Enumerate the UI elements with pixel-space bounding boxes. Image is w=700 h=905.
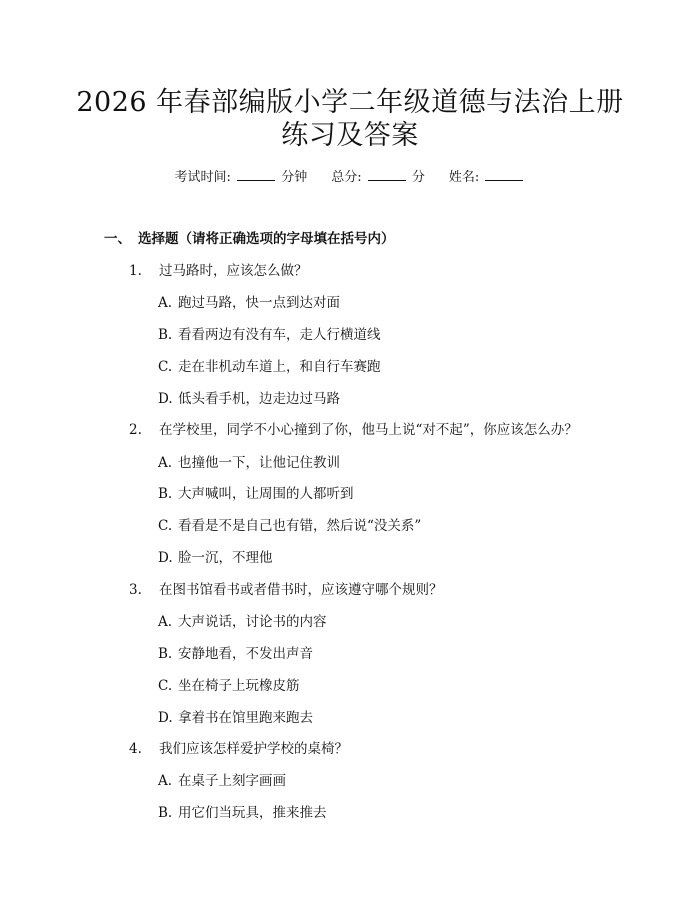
page-title-line2: 练习及答案: [281, 120, 419, 151]
question-text: 过马路时，应该怎么做？: [159, 263, 308, 279]
option-letter: C.: [158, 518, 173, 534]
option-text: 坐在椅子上玩橡皮筋: [178, 678, 300, 694]
question-text: 在学校里，同学不小心撞到了你，他马上说“对不起”，你应该怎么办？: [159, 422, 578, 438]
question-4: [129, 740, 348, 758]
question-3-option-d: [158, 709, 313, 727]
question-number: 4.: [129, 741, 142, 757]
question-3-option-c: [158, 677, 300, 695]
exam-time-label: 考试时间:: [174, 170, 231, 185]
option-text: 在桌子上刻字画画: [178, 773, 286, 789]
question-4-option-b: [158, 804, 327, 822]
name-label: 姓名:: [448, 170, 480, 185]
section-heading: [104, 230, 395, 248]
question-3-option-a: [158, 613, 327, 631]
question-number: 3.: [129, 582, 142, 598]
question-1: [129, 262, 308, 280]
question-text: 在图书馆看书或者借书时，应该遵守哪个规则？: [159, 582, 443, 598]
option-letter: D.: [158, 391, 173, 407]
question-2-option-d: [158, 549, 273, 567]
option-text: 看看是不是自己也有错，然后说“没关系”: [178, 518, 422, 534]
question-1-option-c: [158, 358, 381, 376]
exam-time: [175, 168, 308, 187]
question-text: 我们应该怎样爱护学校的桌椅？: [159, 741, 348, 757]
question-number: 1.: [129, 263, 142, 279]
option-letter: A.: [158, 455, 173, 471]
option-letter: C.: [158, 359, 173, 375]
question-3: [129, 581, 443, 599]
option-letter: D.: [158, 550, 173, 566]
exam-time-blank: [237, 168, 275, 181]
question-2: [129, 421, 578, 439]
option-text: 看看两边有没有车，走人行横道线: [178, 327, 381, 343]
section-title: 选择题（请将正确选项的字母填在括号内）: [138, 231, 395, 247]
option-text: 跑过马路，快一点到达对面: [178, 295, 340, 311]
option-letter: D.: [158, 710, 173, 726]
total-score-label: 总分:: [331, 170, 362, 185]
option-letter: A.: [158, 614, 173, 630]
option-letter: B.: [158, 327, 173, 343]
option-text: 大声喊叫，让周围的人都听到: [178, 486, 354, 502]
option-text: 走在非机动车道上，和自行车赛跑: [178, 359, 381, 375]
option-letter: B.: [158, 646, 173, 662]
question-2-option-b: [158, 485, 354, 503]
section-number: 一、: [104, 231, 131, 247]
option-letter: A.: [158, 295, 173, 311]
name-blank: [485, 168, 523, 181]
option-text: 也撞他一下，让他记住教训: [178, 455, 340, 471]
page-title-line1: 2026 年春部编版小学二年级道德与法治上册: [76, 87, 624, 118]
question-2-option-c: [158, 517, 421, 535]
exam-time-unit: 分钟: [281, 170, 308, 185]
option-letter: A.: [158, 773, 173, 789]
total-score: [331, 168, 425, 187]
total-score-unit: 分: [411, 170, 425, 185]
option-text: 用它们当玩具，推来推去: [178, 805, 327, 821]
option-letter: B.: [158, 805, 173, 821]
question-1-option-d: [158, 390, 340, 408]
question-1-option-b: [158, 326, 381, 344]
option-text: 拿着书在馆里跑来跑去: [178, 710, 313, 726]
question-1-option-a: [158, 294, 340, 312]
student-name: [449, 168, 526, 187]
option-text: 低头看手机，边走边过马路: [178, 391, 340, 407]
question-3-option-b: [158, 645, 313, 663]
question-number: 2.: [129, 422, 142, 438]
option-letter: B.: [158, 486, 173, 502]
option-letter: C.: [158, 678, 173, 694]
option-text: 脸一沉，不理他: [178, 550, 273, 566]
option-text: 大声说话，讨论书的内容: [178, 614, 327, 630]
question-2-option-a: [158, 454, 340, 472]
question-4-option-a: [158, 772, 286, 790]
exam-meta: [0, 168, 700, 187]
total-score-blank: [368, 168, 406, 181]
option-text: 安静地看，不发出声音: [178, 646, 313, 662]
